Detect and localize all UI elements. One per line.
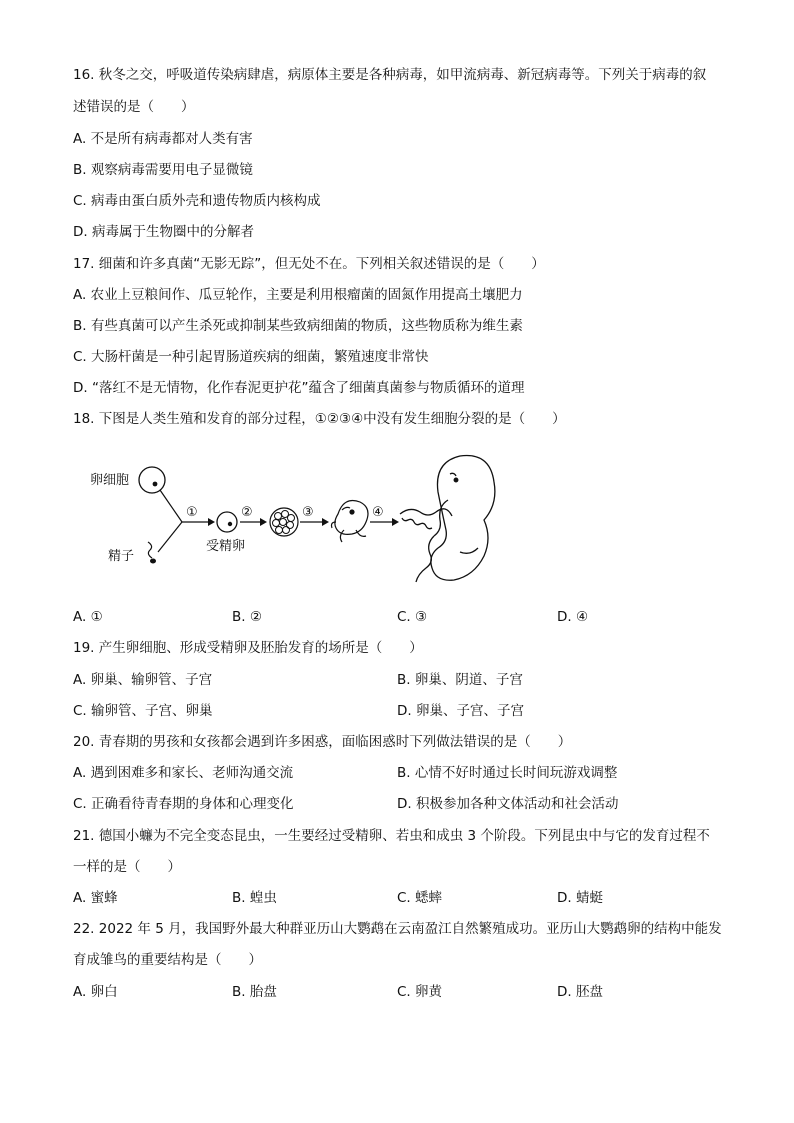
q21-option-c: C. 蟋蟀 [397,890,443,906]
step4-label: ④ [372,505,384,520]
arrow-2-head [260,518,267,526]
q16-option-d: D. 病毒属于生物圈中的分解者 [73,224,254,240]
q20-option-a: A. 遇到困难多和家长、老师沟通交流 [73,765,294,781]
sperm-head [150,559,156,564]
embryo [332,501,369,543]
reproduction-diagram [90,452,510,592]
q21-option-d: D. 蜻蜓 [557,890,603,906]
sperm-tail [148,542,152,558]
q22-option-c: C. 卵黄 [397,984,443,1000]
q19-option-c: C. 输卵管、子宫、卵巢 [73,703,213,719]
q17-option-d: D. “落红不是无情物，化作春泥更护花”蕴含了细菌真菌参与物质循环的道理 [73,380,525,396]
cell-mass [270,508,298,536]
q18-option-c: C. ③ [397,609,428,625]
egg-cell [139,467,165,493]
q16-option-a: A. 不是所有病毒都对人类有害 [73,131,253,147]
q19-option-a: A. 卵巢、输卵管、子宫 [73,672,213,688]
arrow-4-head [392,518,399,526]
sperm-label: 精子 [108,549,135,564]
step2-label: ② [241,505,253,520]
q18-option-b: B. ② [232,609,262,625]
q22-stem-line2: 育成雏鸟的重要结构是（ ） [73,952,262,968]
q20-option-d: D. 积极参加各种文体活动和社会活动 [397,796,619,812]
q22-option-b: B. 胎盘 [232,984,277,1000]
q18-stem: 18. 下图是人类生殖和发育的部分过程，①②③④中没有发生细胞分裂的是（ ） [73,411,566,427]
arrow-1-head [208,518,215,526]
q22-option-a: A. 卵白 [73,984,118,1000]
zygote-nucleus [228,522,232,526]
q16-option-c: C. 病毒由蛋白质外壳和遗传物质内核构成 [73,193,321,209]
q17-option-a: A. 农业上豆粮间作、瓜豆轮作，主要是利用根瘤菌的固氮作用提高土壤肥力 [73,287,523,303]
zygote-label: 受精卵 [206,539,246,554]
q17-option-c: C. 大肠杆菌是一种引起胃肠道疾病的细菌，繁殖速度非常快 [73,349,429,365]
q19-stem: 19. 产生卵细胞、形成受精卵及胚胎发育的场所是（ ） [73,640,423,656]
q21-stem-line2: 一样的是（ ） [73,859,181,875]
q22-option-d: D. 胚盘 [557,984,603,1000]
egg-label: 卵细胞 [90,473,130,488]
step3-label: ③ [302,505,314,520]
zygote [217,512,237,532]
sperm-line [158,522,182,552]
q20-stem: 20. 青春期的男孩和女孩都会遇到许多困惑，面临困惑时下列做法错误的是（ ） [73,734,572,750]
q19-option-b: B. 卵巢、阴道、子宫 [397,672,523,688]
q20-option-b: B. 心情不好时通过长时间玩游戏调整 [397,765,618,781]
q17-option-b: B. 有些真菌可以产生杀死或抑制某些致病细菌的物质，这些物质称为维生素 [73,318,523,334]
q21-stem-line1: 21. 德国小蠊为不完全变态昆虫，一生要经过受精卵、若虫和成虫 3 个阶段。下列昆虫中与它的发育过程不 [73,828,710,844]
q21-option-b: B. 蝗虫 [232,890,277,906]
arrow-3-head [322,518,329,526]
q16-option-b: B. 观察病毒需要用电子显微镜 [73,162,253,178]
q18-option-d: D. ④ [557,609,589,625]
q22-stem-line1: 22. 2022 年 5 月，我国野外最大种群亚历山大鹦鹉在云南盈江自然繁殖成功。亚历山大鹦鹉卵的结构中能发 [73,921,722,937]
step1-label: ① [186,505,198,520]
q21-option-a: A. 蜜蜂 [73,890,118,906]
q17-stem: 17. 细菌和许多真菌“无影无踪”，但无处不在。下列相关叙述错误的是（ ） [73,256,545,272]
q19-option-d: D. 卵巢、子宫、子宫 [397,703,524,719]
fetus [400,456,495,582]
q16-stem-line1: 16. 秋冬之交，呼吸道传染病肆虐，病原体主要是各种病毒，如甲流病毒、新冠病毒等。下列关于病毒的叙 [73,67,707,83]
q18-option-a: A. ① [73,609,103,625]
egg-line [160,490,182,522]
q20-option-c: C. 正确看待青春期的身体和心理变化 [73,796,294,812]
egg-nucleus [153,482,158,487]
q16-stem-line2: 述错误的是（ ） [73,99,195,115]
